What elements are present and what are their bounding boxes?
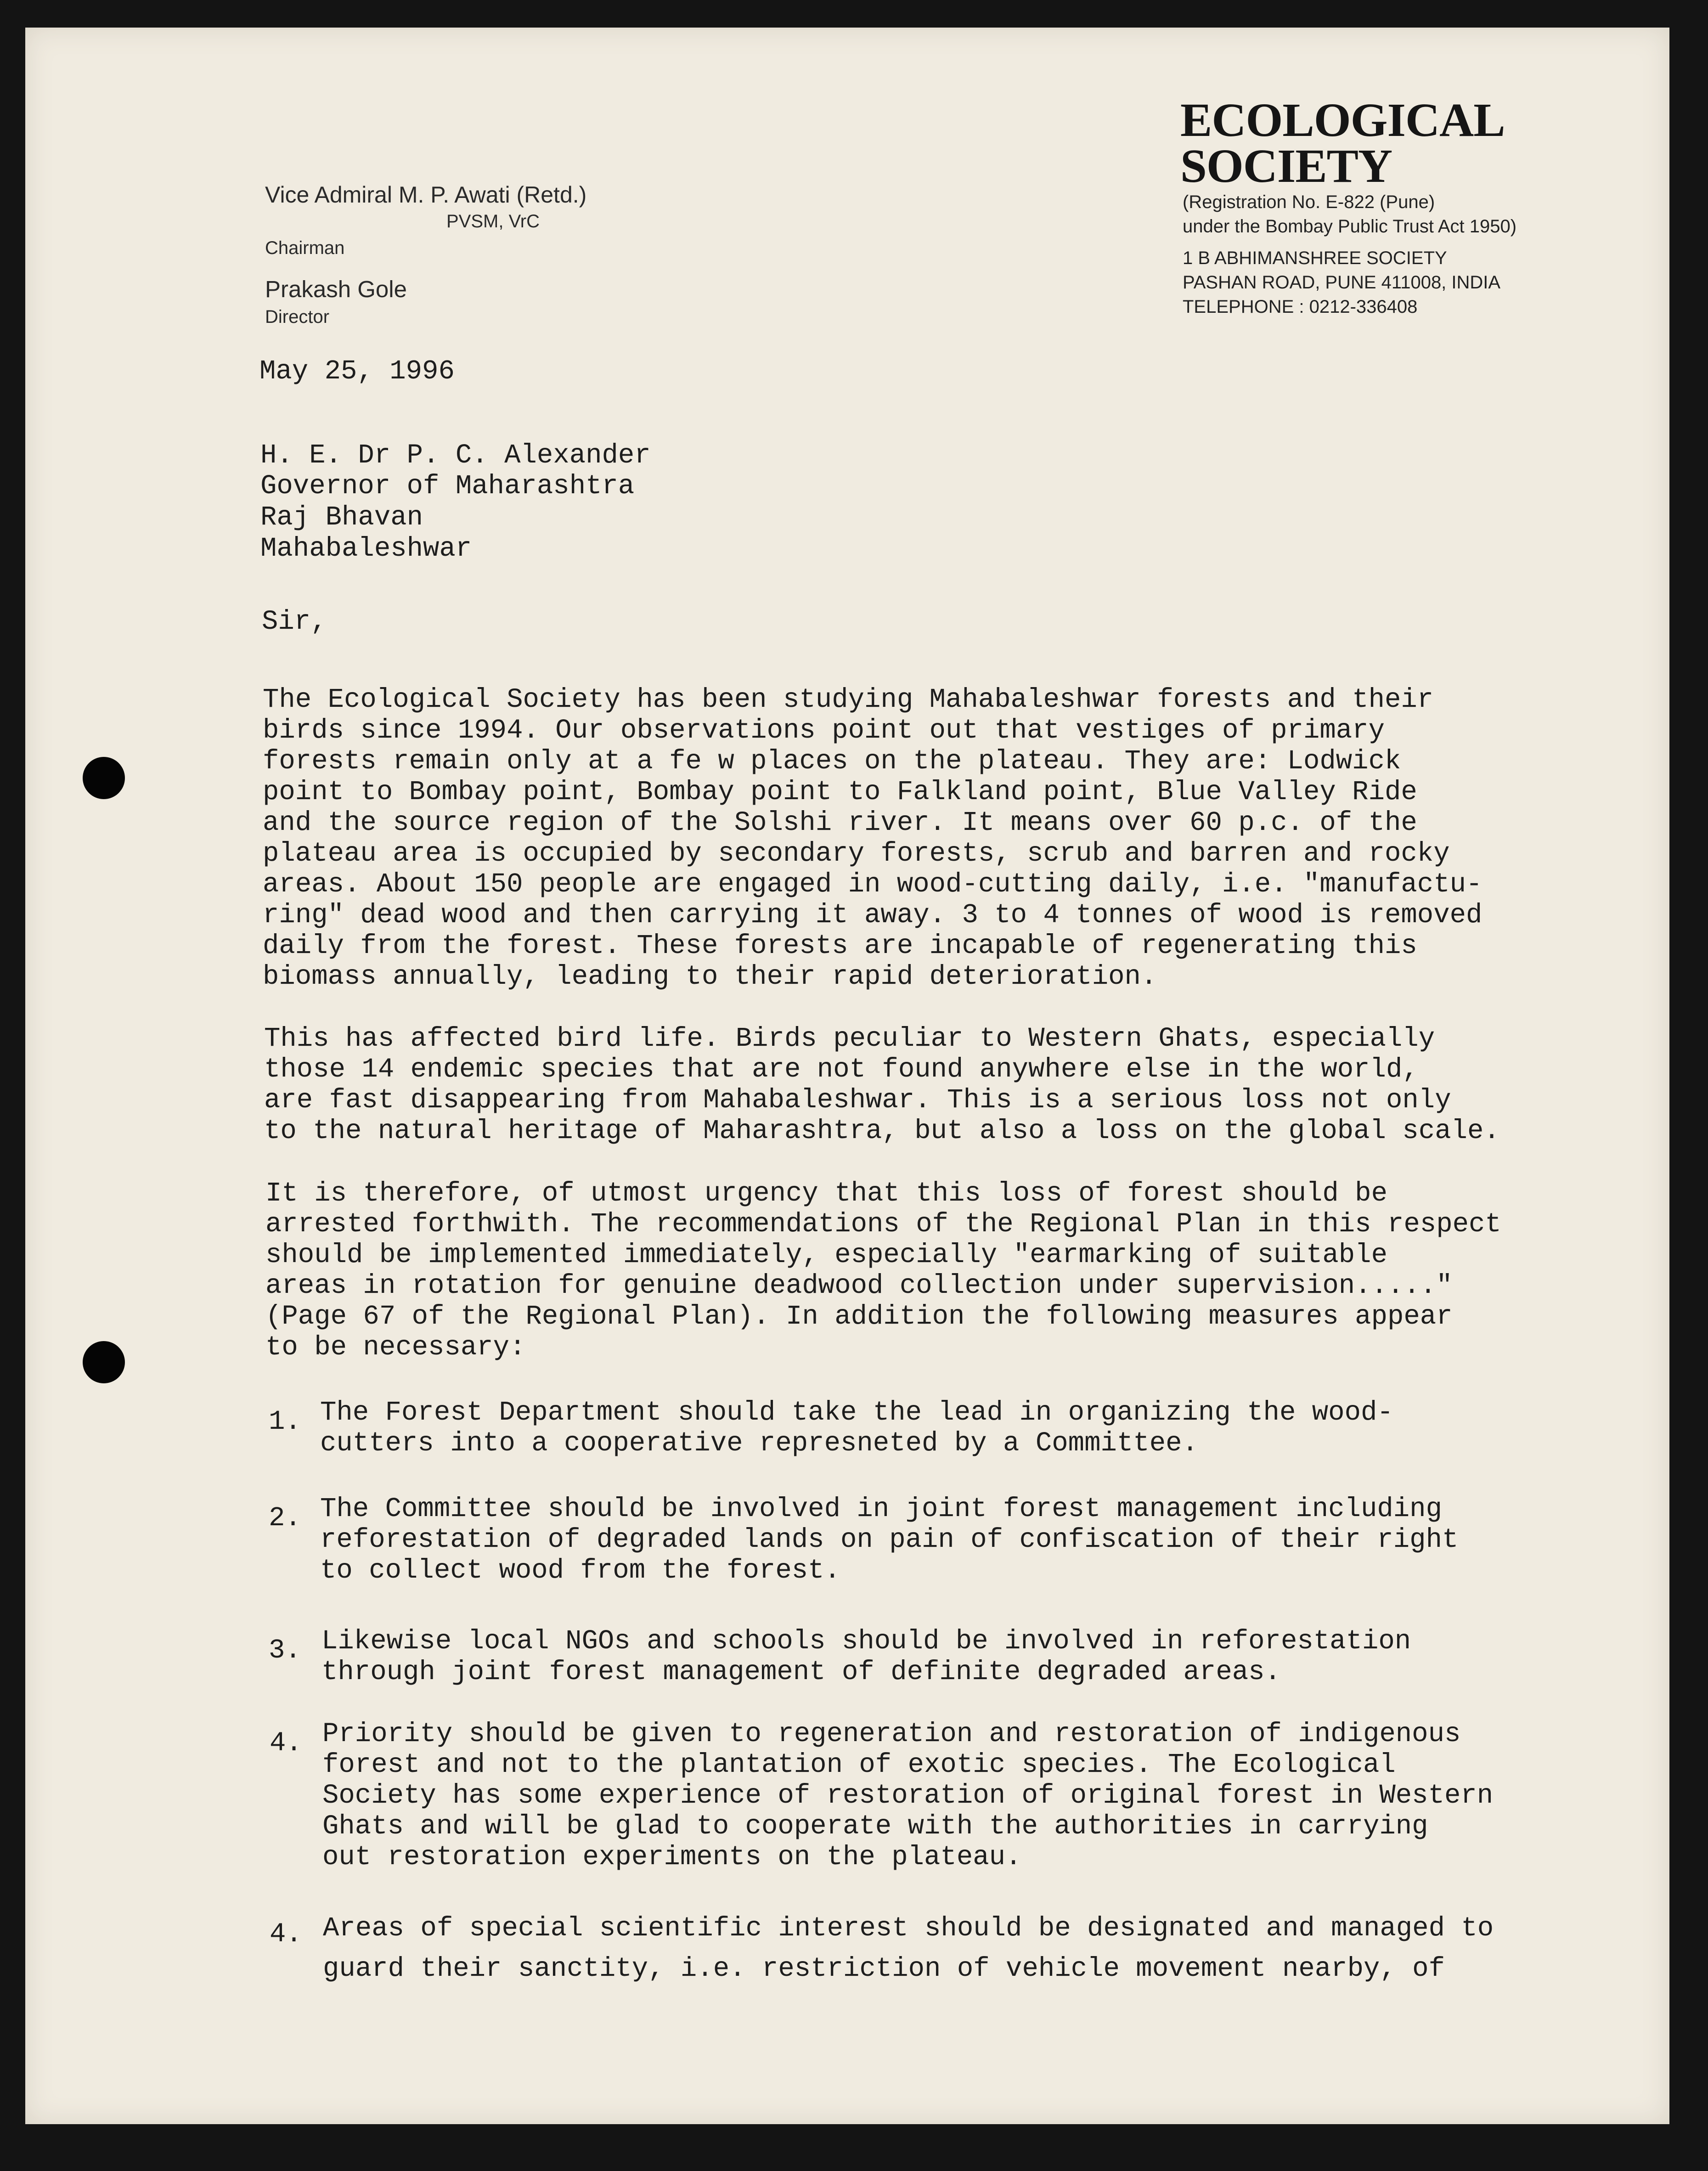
chairman-honours: PVSM, VrC bbox=[446, 211, 540, 231]
paragraph-line: It is therefore, of utmost urgency that this loss of forest should be bbox=[265, 1178, 1387, 1209]
paragraph-line: to the natural heritage of Maharashtra, but also a loss on the global scale. bbox=[264, 1116, 1500, 1146]
recipient-line3: Raj Bhavan bbox=[260, 502, 423, 533]
paragraph-line: to be necessary: bbox=[265, 1332, 526, 1363]
paragraph-line: (Page 67 of the Regional Plan). In addition the following measures appear bbox=[265, 1301, 1453, 1332]
director-name: Prakash Gole bbox=[265, 276, 407, 302]
paragraph-line: birds since 1994. Our observations point out that vestiges of primary bbox=[263, 715, 1385, 746]
measure-line: The Forest Department should take the lead in organizing the wood- bbox=[320, 1397, 1393, 1428]
measure-line: The Committee should be involved in joint forest management including bbox=[320, 1494, 1442, 1524]
paragraph-line: those 14 endemic species that are not found anywhere else in the world, bbox=[264, 1054, 1419, 1085]
paragraph-2 bbox=[264, 1023, 1500, 1146]
measure-line: out restoration experiments on the plateau. bbox=[322, 1842, 1022, 1872]
measure-line: cutters into a cooperative represneted by a Committee. bbox=[320, 1428, 1198, 1459]
org-name-line1: ECOLOGICAL bbox=[1180, 94, 1505, 147]
measure-number: 3. bbox=[269, 1635, 301, 1666]
registration-number: (Registration No. E-822 (Pune) bbox=[1183, 192, 1435, 212]
measure-line: Society has some experience of restoration of original forest in Western bbox=[322, 1780, 1494, 1811]
measure-text bbox=[320, 1494, 1458, 1586]
measure-text bbox=[323, 1908, 1494, 1989]
paragraph-line: biomass annually, leading to their rapid deterioration. bbox=[263, 961, 1157, 992]
paragraph-1 bbox=[263, 684, 1482, 992]
measure-line: reforestation of degraded lands on pain of confiscation of their right bbox=[320, 1524, 1459, 1555]
measure-text bbox=[322, 1719, 1493, 1872]
salutation: Sir, bbox=[262, 606, 327, 637]
director-title: Director bbox=[265, 307, 330, 327]
chairman-title: Chairman bbox=[265, 238, 345, 258]
telephone: TELEPHONE : 0212-336408 bbox=[1183, 297, 1418, 317]
paragraph-line: and the source region of the Solshi river. It means over 60 p.c. of the bbox=[263, 807, 1417, 838]
org-name-line2: SOCIETY bbox=[1180, 140, 1392, 192]
measure-number: 4. bbox=[270, 1919, 302, 1950]
paragraph-line: should be implemented immediately, especially "earmarking of suitable bbox=[265, 1240, 1387, 1270]
recipient-line1: H. E. Dr P. C. Alexander bbox=[260, 440, 651, 471]
measure-number: 1. bbox=[269, 1406, 301, 1437]
measure-line: Areas of special scientific interest should be designated and managed to bbox=[323, 1913, 1494, 1944]
punch-hole-bottom bbox=[83, 1341, 125, 1383]
recipient-line2: Governor of Maharashtra bbox=[260, 471, 635, 502]
measure-number: 2. bbox=[269, 1503, 301, 1534]
measure-line: to collect wood from the forest. bbox=[320, 1555, 840, 1586]
measure-text bbox=[320, 1397, 1393, 1459]
measure-text bbox=[321, 1626, 1411, 1687]
paragraph-line: ring" dead wood and then carrying it away. 3 to 4 tonnes of wood is removed bbox=[263, 900, 1483, 930]
measure-line: Likewise local NGOs and schools should be involved in reforestation bbox=[321, 1626, 1411, 1657]
measure-line: forest and not to the plantation of exotic species. The Ecological bbox=[322, 1749, 1396, 1780]
paragraph-line: areas in rotation for genuine deadwood collection under supervision....." bbox=[265, 1270, 1453, 1301]
paragraph-line: This has affected bird life. Birds peculiar to Western Ghats, especially bbox=[264, 1023, 1435, 1054]
paragraph-line: forests remain only at a fe w places on the plateau. They are: Lodwick bbox=[263, 746, 1401, 777]
paragraph-line: are fast disappearing from Mahabaleshwar. This is a serious loss not only bbox=[264, 1085, 1451, 1116]
paragraph-line: daily from the forest. These forests are incapable of regenerating this bbox=[263, 930, 1417, 961]
letter-date: May 25, 1996 bbox=[259, 356, 455, 387]
measure-number: 4. bbox=[270, 1728, 302, 1759]
chairman-name: Vice Admiral M. P. Awati (Retd.) bbox=[265, 182, 587, 208]
paragraph-line: point to Bombay point, Bombay point to Falkland point, Blue Valley Ride bbox=[263, 777, 1417, 807]
trust-act: under the Bombay Public Trust Act 1950) bbox=[1183, 216, 1517, 237]
address-line2: PASHAN ROAD, PUNE 411008, INDIA bbox=[1183, 272, 1501, 293]
paragraph-line: arrested forthwith. The recommendations of the Regional Plan in this respect bbox=[265, 1209, 1501, 1240]
measure-line: Ghats and will be glad to cooperate with the authorities in carrying bbox=[322, 1811, 1428, 1842]
paragraph-line: areas. About 150 people are engaged in wood-cutting daily, i.e. "manufactu- bbox=[263, 869, 1483, 900]
measure-line: through joint forest management of definite degraded areas. bbox=[321, 1657, 1281, 1687]
paragraph-line: plateau area is occupied by secondary forests, scrub and barren and rocky bbox=[263, 838, 1450, 869]
recipient-line4: Mahabaleshwar bbox=[260, 533, 472, 564]
measure-line: Priority should be given to regeneration and restoration of indigenous bbox=[322, 1719, 1461, 1749]
measure-line: guard their sanctity, i.e. restriction of vehicle movement nearby, of bbox=[323, 1953, 1445, 1984]
paragraph-3 bbox=[265, 1178, 1501, 1363]
address-line1: 1 B ABHIMANSHREE SOCIETY bbox=[1183, 248, 1447, 268]
paragraph-line: The Ecological Society has been studying Mahabaleshwar forests and their bbox=[263, 684, 1434, 715]
punch-hole-top bbox=[83, 757, 125, 799]
